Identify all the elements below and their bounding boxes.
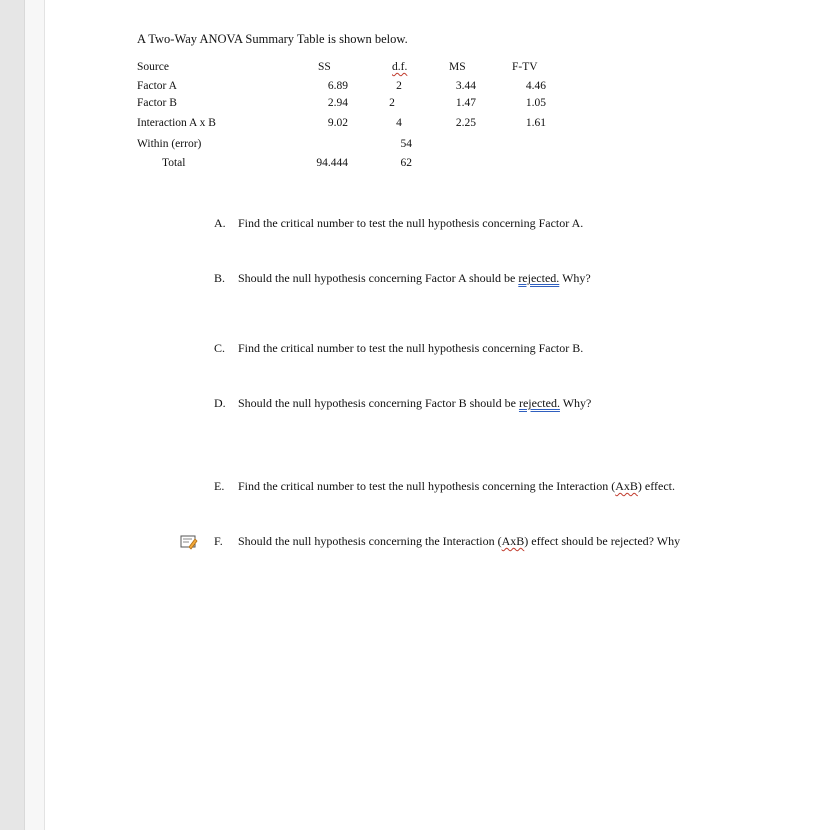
row-source: Within (error) (137, 138, 202, 150)
question-e (214, 479, 675, 494)
question-b (214, 271, 591, 286)
row-ss: 9.02 (327, 117, 348, 129)
question-f (214, 534, 680, 549)
question-text-end: ) effect should be rejected? Why (524, 534, 681, 548)
header-df: d.f. (392, 61, 408, 73)
row-df: 2 (396, 80, 402, 92)
question-text: Should the null hypothesis concerning Factor B should be (238, 396, 519, 410)
question-text-end: Why? (559, 271, 591, 285)
row-source: Total (162, 157, 186, 169)
header-source: Source (137, 61, 169, 73)
spelling-flag[interactable]: AxB (615, 479, 638, 493)
row-ss: 94.444 (316, 157, 348, 169)
question-text: Should the null hypothesis concerning the Interaction ( (238, 534, 502, 548)
question-c (214, 341, 583, 356)
row-source: Factor A (137, 80, 177, 92)
row-ms: 2.25 (455, 117, 476, 129)
row-ss: 2.94 (327, 97, 348, 109)
question-letter: A. (214, 216, 226, 230)
question-d (214, 396, 591, 411)
question-text-end: ) effect. (637, 479, 675, 493)
row-df: 4 (396, 117, 402, 129)
grammar-flag[interactable]: rejected. (518, 271, 560, 285)
row-ss: 6.89 (327, 80, 348, 92)
question-text: Find the critical number to test the null hypothesis concerning Factor A. (238, 216, 584, 230)
edit-note-icon[interactable] (180, 533, 198, 551)
header-ms: MS (449, 61, 466, 73)
question-letter: F. (214, 534, 223, 548)
intro-text: A Two-Way ANOVA Summary Table is shown below. (137, 32, 408, 46)
row-ms: 1.47 (455, 97, 476, 109)
row-df: 62 (400, 157, 412, 169)
row-df: 2 (389, 97, 395, 109)
question-letter: B. (214, 271, 226, 285)
grammar-flag[interactable]: rejected. (518, 396, 560, 410)
question-letter: D. (214, 396, 226, 410)
row-ms: 3.44 (455, 80, 476, 92)
row-source: Factor B (137, 97, 177, 109)
question-letter: C. (214, 341, 226, 355)
row-source: Interaction A x B (137, 117, 216, 129)
question-text-end: Why? (559, 396, 592, 410)
row-ftv: 1.61 (525, 117, 546, 129)
question-text: Should the null hypothesis concerning Factor A should be (238, 271, 519, 285)
spelling-flag[interactable]: AxB (501, 534, 525, 548)
header-ftv: F-TV (512, 61, 538, 73)
question-letter: E. (214, 479, 225, 493)
header-ss: SS (318, 61, 331, 73)
row-df: 54 (400, 138, 412, 150)
question-text: Find the critical number to test the null hypothesis concerning Factor B. (238, 341, 584, 355)
row-ftv: 4.46 (525, 80, 546, 92)
question-a (214, 216, 583, 231)
question-text: Find the critical number to test the null hypothesis concerning the Interaction ( (238, 479, 616, 493)
row-ftv: 1.05 (525, 97, 546, 109)
